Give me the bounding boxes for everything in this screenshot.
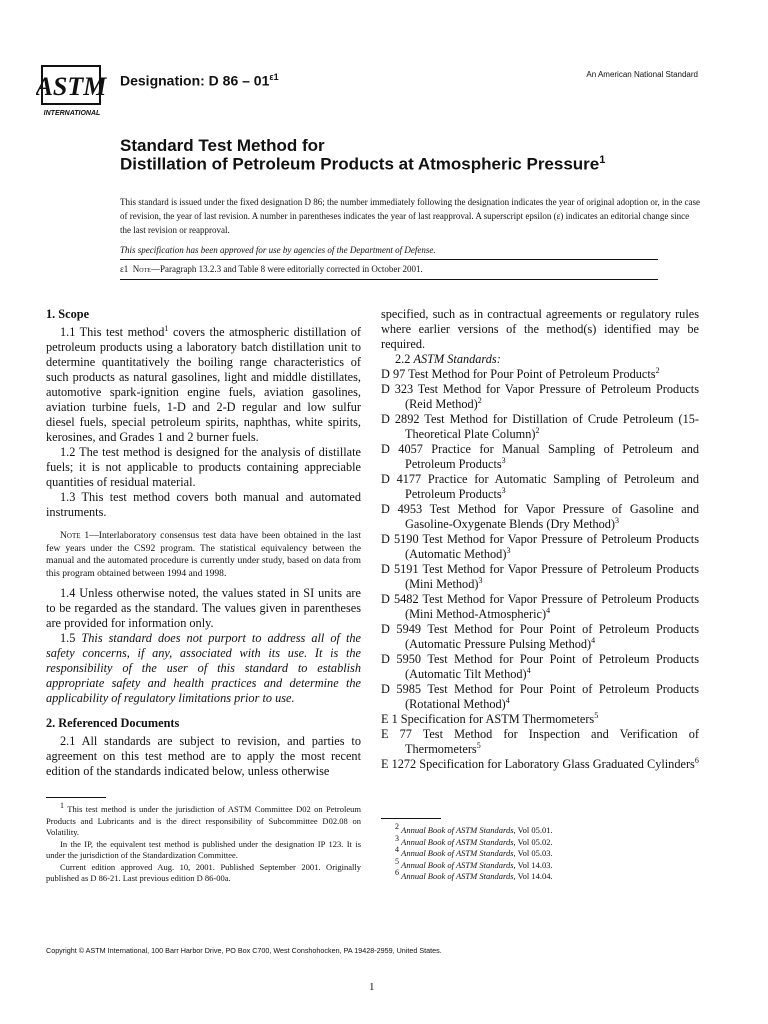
paragraph-2-1: 2.1 All standards are subject to revision, and parties to agreement on this test method are to apply the most recent edition of the standards indicated below, unless otherwise — [46, 734, 361, 778]
copyright-notice: Copyright © ASTM International, 100 Barr Harbor Drive, PO Box C700, West Conshohocken, PA 19428-2959, United States. — [46, 946, 442, 955]
reference-item: D 5191 Test Method for Vapor Pressure of Petroleum Products (Mini Method)$^3$ — [381, 562, 699, 591]
scope-heading: 1. Scope — [46, 307, 90, 321]
right-column — [381, 307, 699, 772]
issue-statement: This standard is issued under the fixed designation D 86; the number immediately following the designation indicates the year of original adoption or, in the case of revision, the year of last revision. A number in parentheses indicates the year of last reapproval. A superscript epsilon (ε) indicates an editorial change since the last revision or reapproval. — [120, 197, 700, 235]
reference-item: D 4177 Practice for Automatic Sampling of Petroleum and Petroleum Products$^3$ — [381, 472, 699, 501]
note-1: Note 1—Interlaboratory consensus test data have been obtained in the last few years under the CS92 program. The statistical equivalency between the manual and the automated procedure is currently under study, based on data from this program obtained between 1994 and 1998. — [46, 530, 361, 579]
designation: Designation: D $86 - 01^{\varepsilon 1}$ — [120, 72, 279, 89]
page-number: 1 — [369, 981, 375, 993]
astm-standards-label: 2.2 ASTM Standards: — [395, 352, 501, 366]
paragraph-1-2: 1.2 The test method is designed for the analysis of distillate fuels; it is not applicable to products containing appreciable quantities of residual material. — [46, 445, 361, 489]
footnote-3: $^3$ Annual Book of ASTM Standards, Vol 05.02. — [395, 833, 553, 847]
reference-item: D 5190 Test Method for Vapor Pressure of Petroleum Products (Automatic Method)$^3$ — [381, 532, 699, 561]
epsilon-note: ε1 Note—Paragraph 13.2.3 and Table 8 were editorially corrected in October 2001. — [120, 264, 423, 274]
national-standard-label: An American National Standard — [586, 70, 698, 79]
footnote-rule — [381, 818, 441, 819]
approval-statement: This specification has been approved for use by agencies of the Department of Defense. — [120, 245, 436, 255]
paragraph-1-1: 1.1 This test method$^1$ covers the atmospheric distillation of petroleum products using a laboratory batch distillation unit to determine quantitatively the boiling range characteristics of such products as natural gasolines, light and middle distillates, automotive spark-ignition engine fuels, aviation gasolines, aviation turbine fuels, 1-D and 2-D regular and low sulfur diesel fuels, special petroleum spirits, naphthas, white spirits, kerosines, and Grades 1 and 2 burner fuels. — [46, 323, 362, 444]
reference-item: E 77 Test Method for Inspection and Verification of Thermometers$^5$ — [381, 727, 699, 756]
svg-text:ASTM: ASTM — [36, 72, 107, 101]
right-footnotes — [381, 818, 699, 883]
reference-item: E 1 Specification for ASTM Thermometers$^5$ — [381, 710, 599, 726]
footnote-2: $^2$ Annual Book of ASTM Standards, Vol 05.01. — [395, 822, 553, 835]
paragraph-1-3: 1.3 This test method covers both manual and automated instruments. — [46, 490, 361, 519]
reference-item: D 5482 Test Method for Vapor Pressure of Petroleum Products (Mini Method-Atmospheric)$^4$ — [381, 592, 699, 621]
paragraph-2-1-continued: specified, such as in contractual agreements or regulatory rules where earlier versions of the method(s) identified may be required. — [381, 307, 699, 351]
paragraph-1-5: 1.5 This standard does not purport to address all of the safety concerns, if any, associated with its use. It is the responsibility of the user of this standard to establish appropriate safety and health practices and determine the applicability of regulatory limitations prior to use. — [46, 631, 362, 705]
reference-item: D 4057 Practice for Manual Sampling of Petroleum and Petroleum Products$^3$ — [381, 442, 699, 471]
divider — [120, 259, 658, 260]
left-footnotes — [46, 797, 361, 885]
reference-item: D 2892 Test Method for Distillation of Crude Petroleum (15-Theoretical Plate Column)$^2$ — [381, 412, 699, 441]
left-column — [46, 307, 361, 779]
referenced-documents-heading: 2. Referenced Documents — [46, 716, 180, 730]
astm-logo — [36, 62, 110, 118]
divider — [120, 279, 658, 280]
title-line-1: Standard Test Method for — [120, 136, 325, 155]
reference-item: E 1272 Specification for Laboratory Glass Graduated Cylinders$^6$ — [381, 755, 699, 771]
reference-item: D 5950 Test Method for Pour Point of Petroleum Products (Automatic Tilt Method)$^4$ — [381, 652, 699, 681]
reference-item: D 323 Test Method for Vapor Pressure of Petroleum Products (Reid Method)$^2$ — [381, 382, 699, 411]
reference-item: D 5985 Test Method for Pour Point of Petroleum Products (Rotational Method)$^4$ — [381, 682, 699, 711]
footnote-rule — [46, 797, 106, 798]
svg-text:INTERNATIONAL: INTERNATIONAL — [43, 110, 101, 117]
reference-item: D 97 Test Method for Pour Point of Petroleum Products$^2$ — [381, 365, 660, 381]
footnote-1: $^1$ This test method is under the jurisdiction of ASTM Committee D02 on Petroleum Products and Lubricants and is the direct responsibility of Subcommittee D02.08 on Volatility. In the IP, the equivalent test method is published under the designation IP 123. It is under the jurisdiction of the Standardization Committee. Current edition approved Aug. 10, 2001. Published September 2001. Originally published as D 86-21. Last previous edition D 86-00a. — [46, 801, 361, 883]
footnote-5: $^5$ Annual Book of ASTM Standards, Vol 14.03. — [395, 856, 553, 870]
reference-item: D 5949 Test Method for Pour Point of Petroleum Products (Automatic Pressure Pulsing Method)$^4$ — [381, 622, 699, 651]
title-line-2: Distillation of Petroleum Products at Atmospheric Pressure$^1$ — [120, 154, 606, 174]
reference-item: D 4953 Test Method for Vapor Pressure of Gasoline and Gasoline-Oxygenate Blends (Dry Method)$^3$ — [381, 502, 699, 531]
footnote-4: $^4$ Annual Book of ASTM Standards, Vol 05.03. — [395, 845, 553, 858]
paragraph-1-4: 1.4 Unless otherwise noted, the values stated in SI units are to be regarded as the standard. The values given in parentheses are provided for information only. — [46, 586, 361, 630]
astm-logo-icon — [36, 62, 110, 118]
footnote-6: $^6$ Annual Book of ASTM Standards, Vol 14.04. — [395, 868, 553, 881]
